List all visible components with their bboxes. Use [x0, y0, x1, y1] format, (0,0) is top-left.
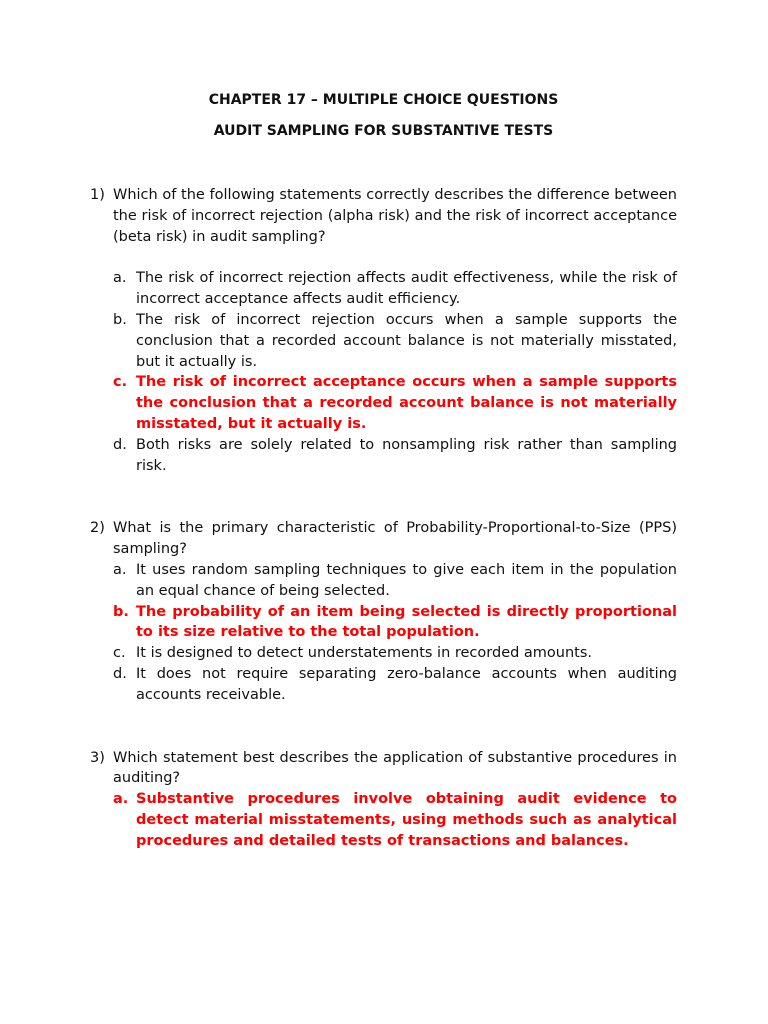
- option-text: The probability of an item being selected is directly proportional to its size relative to the total population.: [136, 603, 677, 641]
- option-letter: a.: [113, 791, 129, 808]
- question-text: What is the primary characteristic of Probability-Proportional-to-Size (PPS) sampling?: [113, 520, 677, 558]
- question-number: 3): [90, 749, 105, 766]
- answer-option-d: [113, 664, 677, 706]
- option-letter: a.: [113, 561, 127, 578]
- answer-options: [113, 560, 677, 706]
- option-text: The risk of incorrect rejection occurs when a sample supports the conclusion that a recorded account balance is not materially misstated, but it actually is.: [136, 311, 677, 370]
- question-body: [113, 185, 677, 476]
- answer-option-b-correct: [113, 602, 677, 644]
- option-text: The risk of incorrect rejection affects audit effectiveness, while the risk of incorrect acceptance affects audit efficiency.: [136, 270, 677, 308]
- option-text: It is designed to detect understatements in recorded amounts.: [136, 645, 593, 662]
- chapter-title: CHAPTER 17 – MULTIPLE CHOICE QUESTIONS: [208, 92, 559, 108]
- answer-options: [113, 789, 677, 851]
- question-3: [90, 748, 677, 852]
- question-number: 2): [90, 520, 105, 537]
- option-text: It does not require separating zero-balance accounts when auditing accounts receivable.: [136, 665, 677, 703]
- answer-option-a-correct: [113, 789, 677, 851]
- answer-option-a: [113, 268, 677, 310]
- option-text: It uses random sampling techniques to give each item in the population an equal chance of being selected.: [136, 561, 677, 599]
- answer-option-a: [113, 560, 677, 602]
- answer-options: [113, 268, 677, 476]
- question-body: [113, 748, 677, 852]
- option-letter: d.: [113, 436, 127, 453]
- question-2: [90, 518, 677, 705]
- question-list: [90, 185, 677, 852]
- question-body: [113, 518, 677, 705]
- answer-option-c: [113, 643, 677, 664]
- option-letter: b.: [113, 603, 129, 620]
- option-letter: d.: [113, 665, 127, 682]
- option-text: The risk of incorrect acceptance occurs when a sample supports the conclusion that a recorded account balance is not materially misstated, but it actually is.: [136, 374, 677, 432]
- question-number: 1): [90, 187, 105, 203]
- option-letter: c.: [113, 374, 128, 391]
- option-text: Substantive procedures involve obtaining audit evidence to detect material misstatements, using methods such as analytical procedures and detailed tests of transactions and balances.: [136, 791, 677, 849]
- answer-option-d: [113, 435, 677, 477]
- chapter-subtitle: AUDIT SAMPLING FOR SUBSTANTIVE TESTS: [213, 123, 554, 139]
- answer-option-c-correct: [113, 372, 677, 434]
- question-1: [90, 185, 677, 476]
- question-text: Which of the following statements correctly describes the difference between the risk of incorrect rejection (alpha risk) and the risk of incorrect acceptance (beta risk) in audit sampling?: [113, 187, 677, 245]
- option-text: Both risks are solely related to nonsampling risk rather than sampling risk.: [136, 436, 677, 474]
- option-letter: a.: [113, 270, 127, 287]
- answer-option-b: [113, 310, 677, 372]
- option-letter: c.: [113, 645, 126, 662]
- option-letter: b.: [113, 311, 127, 328]
- question-text: Which statement best describes the application of substantive procedures in auditing?: [113, 749, 677, 787]
